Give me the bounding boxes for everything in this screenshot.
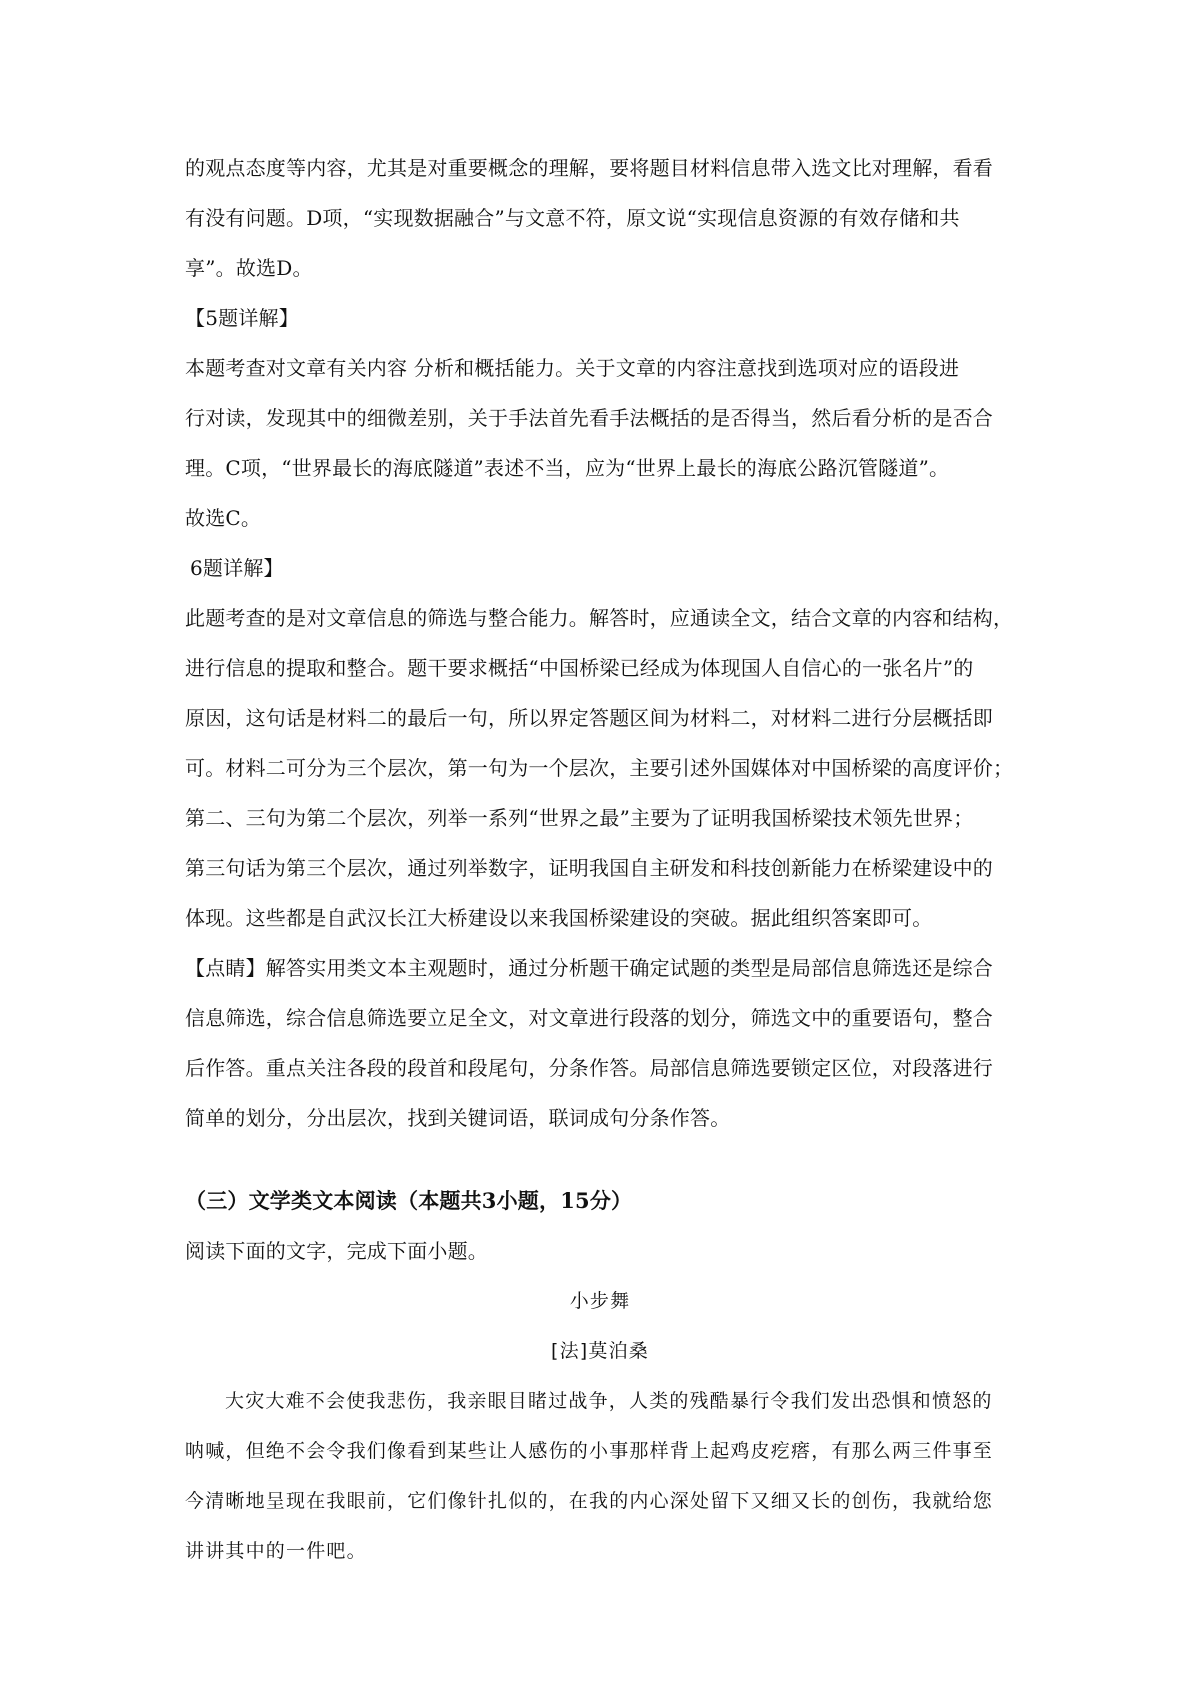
story-line: 讲讲其中的一件吧。	[185, 1540, 367, 1562]
text-line: 故选C。	[185, 506, 262, 530]
text-line: 享”。故选D。	[185, 256, 313, 280]
tip-line: 简单的划分，分出层次，找到关键词语，联词成句分条作答。	[185, 1106, 731, 1130]
tip-line: 信息筛选，综合信息筛选要立足全文，对文章进行段落的划分，筛选文中的重要语句，整合	[185, 1006, 993, 1030]
text-line: 体现。这些都是自武汉长江大桥建设以来我国桥梁建设的突破。据此组织答案即可。	[185, 906, 933, 930]
section-heading: （三）文学类文本阅读（本题共3小题，15分）	[185, 1188, 633, 1213]
q6-heading: 6题详解】	[190, 556, 284, 580]
text-line: 有没有问题。D项，“实现数据融合”与文意不符，原文说“实现信息资源的有效存储和共	[185, 206, 960, 230]
text-line: 本题考查对文章有关内容 分析和概括能力。关于文章的内容注意找到选项对应的语段进	[185, 356, 960, 380]
story-line: 今清晰地呈现在我眼前，它们像针扎似的，在我的内心深处留下又细又长的创伤，我就给您	[185, 1490, 994, 1512]
text-line: 可。材料二可分为三个层次，第一句为一个层次，主要引述外国媒体对中国桥梁的高度评价；	[185, 756, 1014, 780]
story-line: 呐喊，但绝不会令我们像看到某些让人感伤的小事那样背上起鸡皮疙瘩，有那么两三件事至	[185, 1440, 994, 1462]
story-line: 大灾大难不会使我悲伤，我亲眼目睹过战争，人类的残酷暴行令我们发出恐惧和愤怒的	[225, 1390, 993, 1412]
text-line: 此题考查的是对文章信息的筛选与整合能力。解答时，应通读全文，结合文章的内容和结构，	[185, 606, 1014, 630]
text-line: 进行信息的提取和整合。题干要求概括“中国桥梁已经成为体现国人自信心的一张名片”的	[185, 656, 974, 680]
text-line: 理。C项，“世界最长的海底隧道”表述不当，应为“世界上最长的海底公路沉管隧道”。	[185, 456, 950, 480]
story-title: 小步舞	[569, 1290, 631, 1312]
instruction: 阅读下面的文字，完成下面小题。	[185, 1239, 488, 1263]
q5-heading: 【5题详解】	[185, 306, 299, 330]
text-line: 第二、三句为第二个层次，列举一系列“世界之最”主要为了证明我国桥梁技术领先世界；	[185, 806, 974, 830]
tip-line: 【点睛】解答实用类文本主观题时，通过分析题干确定试题的类型是局部信息筛选还是综合	[185, 956, 993, 980]
text-line: 原因，这句话是材料二的最后一句，所以界定答题区间为材料二，对材料二进行分层概括即	[185, 706, 993, 730]
text-line: 的观点态度等内容，尤其是对重要概念的理解，要将题目材料信息带入选文比对理解，看看	[185, 156, 993, 180]
text-line: 行对读，发现其中的细微差别，关于手法首先看手法概括的是否得当，然后看分析的是否合	[185, 406, 993, 430]
tip-line: 后作答。重点关注各段的段首和段尾句，分条作答。局部信息筛选要锁定区位，对段落进行	[185, 1056, 993, 1080]
text-line: 第三句话为第三个层次，通过列举数字，证明我国自主研发和科技创新能力在桥梁建设中的	[185, 856, 993, 880]
story-author: [法]莫泊桑	[550, 1340, 650, 1362]
